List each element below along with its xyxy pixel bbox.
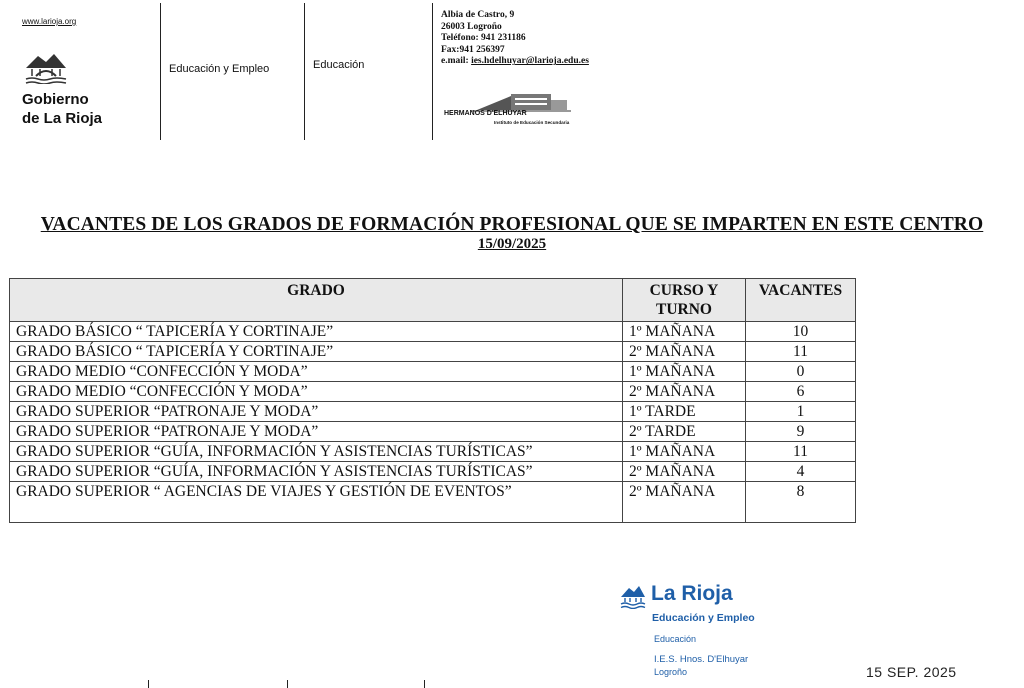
column-header-grado: GRADO bbox=[10, 279, 623, 322]
vacantes-cell: 1 bbox=[746, 402, 856, 422]
vacantes-cell: 11 bbox=[746, 442, 856, 462]
header-divider bbox=[304, 3, 305, 140]
curso-cell: 1º MAÑANA bbox=[623, 362, 746, 382]
school-email[interactable]: ies.hdelhuyar@larioja.edu.es bbox=[471, 56, 589, 67]
curso-cell: 2º MAÑANA bbox=[623, 342, 746, 362]
school-building-icon bbox=[471, 88, 571, 112]
vacantes-cell: 0 bbox=[746, 362, 856, 382]
table-row bbox=[10, 322, 856, 342]
curso-cell: 2º MAÑANA bbox=[623, 482, 746, 523]
vacantes-cell: 10 bbox=[746, 322, 856, 342]
column-header-curso: CURSO Y TURNO bbox=[623, 279, 746, 322]
table-row bbox=[10, 442, 856, 462]
vacantes-cell: 9 bbox=[746, 422, 856, 442]
column-header-vacantes: VACANTES bbox=[746, 279, 856, 322]
grado-cell: GRADO MEDIO “CONFECCIÓN Y MODA” bbox=[10, 382, 623, 402]
table-row bbox=[10, 402, 856, 422]
table-row bbox=[10, 462, 856, 482]
table-row bbox=[10, 342, 856, 362]
grado-cell: GRADO SUPERIOR “PATRONAJE Y MODA” bbox=[10, 422, 623, 442]
table-row bbox=[10, 422, 856, 442]
school-name: HERMANOS D'ELHUYAR bbox=[444, 110, 527, 117]
curso-cell: 2º TARDE bbox=[623, 422, 746, 442]
curso-cell: 1º TARDE bbox=[623, 402, 746, 422]
page-date: 15/09/2025 bbox=[477, 236, 547, 252]
curso-cell: 1º MAÑANA bbox=[623, 322, 746, 342]
table-row bbox=[10, 482, 856, 523]
table-row bbox=[10, 362, 856, 382]
stamp-city: Logroño bbox=[654, 667, 688, 677]
school-address: Albia de Castro, 9 26003 Logroño Teléfono: 941 231186 Fax:941 256397 e.mail: ies.hdelhuyar@larioja.edu.es bbox=[441, 10, 589, 67]
stamp-date: 15 SEP. 2025 bbox=[866, 664, 957, 680]
vacantes-cell: 11 bbox=[746, 342, 856, 362]
footer-tick bbox=[287, 680, 288, 688]
vacancies-table bbox=[9, 278, 856, 523]
subdepartment-label: Educación bbox=[313, 59, 365, 71]
page-title: VACANTES DE LOS GRADOS DE FORMACIÓN PROFESIONAL QUE SE IMPARTEN EN ESTE CENTRO bbox=[40, 214, 984, 235]
la-rioja-logo-icon bbox=[620, 585, 646, 609]
grado-cell: GRADO MEDIO “CONFECCIÓN Y MODA” bbox=[10, 362, 623, 382]
grado-cell: GRADO SUPERIOR “GUÍA, INFORMACIÓN Y ASISTENCIAS TURÍSTICAS” bbox=[10, 442, 623, 462]
vacantes-cell: 8 bbox=[746, 482, 856, 523]
grado-cell: GRADO SUPERIOR “PATRONAJE Y MODA” bbox=[10, 402, 623, 422]
stamp-subdepartment: Educación bbox=[654, 634, 697, 644]
curso-cell: 2º MAÑANA bbox=[623, 462, 746, 482]
grado-cell: GRADO SUPERIOR “ AGENCIAS DE VIAJES Y GESTIÓN DE EVENTOS” bbox=[10, 482, 623, 523]
vacantes-cell: 6 bbox=[746, 382, 856, 402]
curso-cell: 2º MAÑANA bbox=[623, 382, 746, 402]
footer-tick bbox=[424, 680, 425, 688]
header-divider bbox=[160, 3, 161, 140]
grado-cell: GRADO BÁSICO “ TAPICERÍA Y CORTINAJE” bbox=[10, 342, 623, 362]
website-url: www.larioja.org bbox=[22, 17, 77, 26]
header-divider bbox=[432, 3, 433, 140]
table-header-row bbox=[10, 279, 856, 322]
curso-cell: 1º MAÑANA bbox=[623, 442, 746, 462]
school-subtitle: Instituto de Educación Secundaria bbox=[494, 120, 570, 125]
grado-cell: GRADO SUPERIOR “GUÍA, INFORMACIÓN Y ASISTENCIAS TURÍSTICAS” bbox=[10, 462, 623, 482]
stamp-brand: La Rioja bbox=[651, 582, 733, 605]
table-row bbox=[10, 382, 856, 402]
gobierno-logo-icon bbox=[24, 52, 68, 84]
footer-tick bbox=[148, 680, 149, 688]
department-label: Educación y Empleo bbox=[169, 63, 270, 75]
gobierno-name: Gobierno de La Rioja bbox=[22, 91, 103, 127]
stamp-department: Educación y Empleo bbox=[652, 612, 755, 624]
grado-cell: GRADO BÁSICO “ TAPICERÍA Y CORTINAJE” bbox=[10, 322, 623, 342]
vacantes-cell: 4 bbox=[746, 462, 856, 482]
stamp-school: I.E.S. Hnos. D'Elhuyar bbox=[654, 654, 749, 665]
